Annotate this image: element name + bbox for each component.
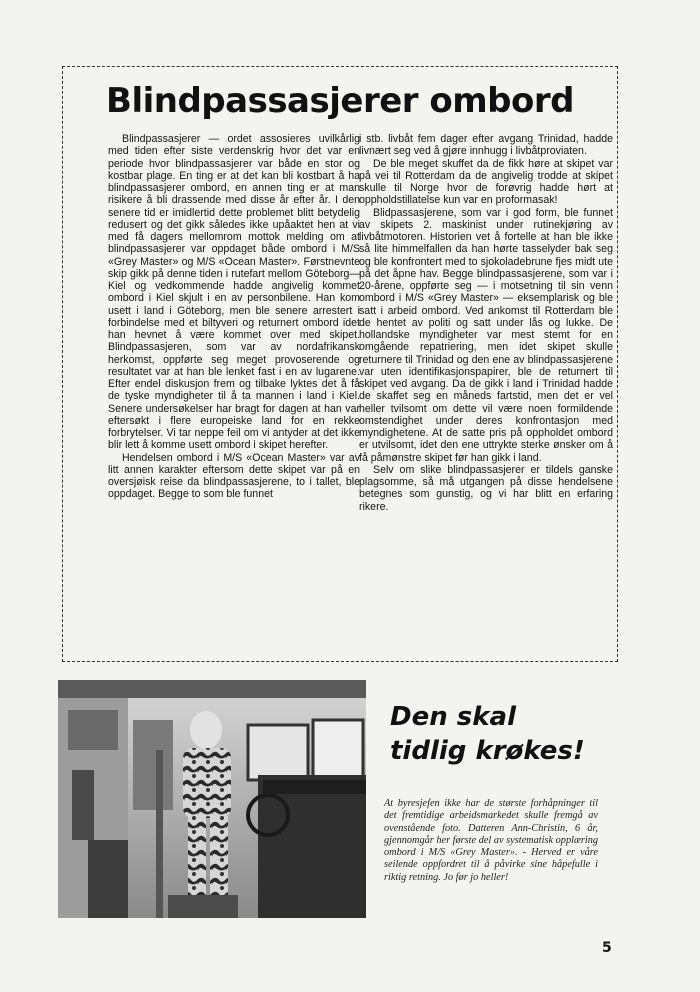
article-paragraph: De ble meget skuffet da de fikk høre at skipet var på vei til Rotterdam da de angivelig trodde at skipet skulle til Norge hvor de forøvrig hadde hørt at oppholdstillatelse kun var en proformasak! [359, 157, 613, 207]
article-paragraph: Hendelsen ombord i M/S «Ocean Master» var av litt annen karakter eftersom dette skipet var på en oversjøisk reise da blindpassasjerene, to i tallet, ble oppdaget. Begge to som ble funnet [108, 451, 360, 501]
article-paragraph: Selv om slike blindpassasjerer er tildels ganske plagsomme, så må utgangen på disse hendelsene betegnes som gunstig, og vi har blitt en erfaring rikere. [359, 463, 613, 513]
feature-headline [390, 700, 650, 768]
article-paragraph: Blindpassasjerer — ordet assosieres uvilkårlig med tiden efter siste verdenskrig hvor det var en periode hvor blindpassasjerer var både en stor og kostbar plage. En ting er at det kan bli kostbart å ha blindpassasjerer ombord, en annen ting er at man risikere å bli drassende med disse år efter år. I den senere tid er imidlertid dette problemet blitt betydelig redusert og det gikk således ikke upåaktet hen at vi med få dagers mellomrom mottok melding om at blindpassasjerer var oppdaget både ombord i M/S «Grey Master» og M/S «Ocean Master». Førstnevnte skip gikk på denne tiden i rutefart mellom Göteborg—Kiel og vedkommende hadde angivelig kommet ombord i Kiel skjult i en av personbilene. Han kom usett i land i Göteborg, men ble senere arrestert i forbindelse med et biltyveri og returnert ombord idet han hevnet å være kommet over med skipet. Blindpassasjeren, som var av nordafrikansk herkomst, oppførte seg meget provoserende og resultatet var at han ble lenket fast i en av lugarene. Efter endel diskusjon frem og tilbake lyktes det å få de tyske myndigheter til å ta mannen i land i Kiel. Senere undersøkelser har bragt for dagen at han var eftersøkt i flere europeiske land for en rekke forbrytelser. Vi tar neppe feil om vi antyder at det ikke blir lett å komme usett ombord i skipet herefter. [108, 133, 360, 452]
article-paragraph: i stb. livbåt fem dager efter avgang Trinidad, hadde livnært seg ved å gjøre innhugg i livbåtproviaten. [359, 133, 613, 158]
feature-headline-line: tidlig krøkes! [390, 736, 585, 766]
page-number: 5 [602, 940, 612, 956]
article-paragraph: Blidpassasjerene, som var i god form, ble funnet av skipets 2. maskinist under rutinekjøring av livbåtmotoren. Historien vet å fortelle at han ble ikke så lite himmelfallen da han hørte tasselyder bak seg og ble konfrontert med to sjokoladebrune fjes midt ute på det åpne hav. Begge blindpassasjerene, som var i 20-årene, oppførte seg — i motsetning til sin venn ombord i M/S «Grey Master» — eksemplarisk og ble satt i arbeid ombord. Ved ankomst til Rotterdam ble de hentet av politi og satt under lås og lukke. De hollandske myndigheter var mest stemt for en omgående repatriering, men idet skipet skulle returnere til Trinidad og den ene av blindpassasjerene var uten identifikasjonspapirer, ble de returnert til skipet ved avgang. Da de gikk i land i Trinidad hadde de skaffet seg en måneds fartstid, men det er vel heller tvilsomt om dette vil være noen formildende omstendighet under deres konfrontasjon med myndighetene. At de satte pris på oppholdet ombord er utvilsomt, idet den ene uttrykte sterke ønsker om å få påmønstre skipet før han gikk i land. [359, 206, 613, 464]
article-left-column [108, 133, 360, 501]
bridge-photo [58, 680, 366, 918]
feature-headline-line: Den skal [390, 702, 517, 732]
photo-caption: At byresjefen ikke har de største forhåpninger til det fremtidige arbeidsmarkedet skulle fremgå av ovenstående foto. Datteren Ann-Christin, 6 år, gjennomgår her første del av systematisk opplæring ombord i M/S «Grey Master». - Herved er våre seilende oppfordret til å påvirke sine håpefulle i riktig retning. Jo før jo heller! [384, 798, 598, 883]
article-right-column [359, 133, 613, 513]
article-headline: Blindpassasjerer ombord [106, 81, 574, 121]
article-frame [62, 66, 618, 662]
